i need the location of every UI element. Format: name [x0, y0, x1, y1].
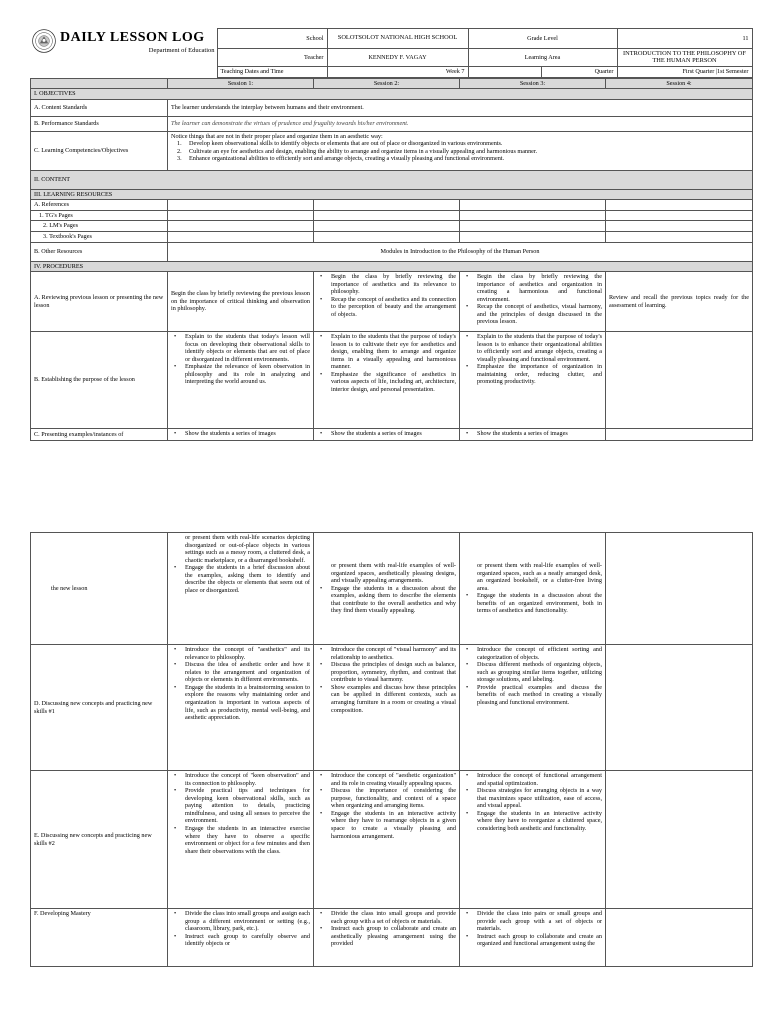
quarter-label: Quarter [541, 67, 617, 78]
list-item: • Introduce the concept of "keen observation" and its connection to philosophy. [171, 772, 310, 787]
procedure-b-session-2 [314, 332, 460, 429]
procedure-c-session-3-cont [460, 533, 606, 645]
list-item: • Discuss the principles of design such as balance, proportion, symmetry, rhythm, and contrast that contribute to visual harmony. [317, 661, 456, 684]
quarter-value: First Quarter |1st Semester [617, 67, 752, 78]
procedure-a-session-4: Review and recall the previous topics ready for the assessment of learning. [606, 272, 753, 332]
list-item: • Engage the students in a brainstorming session to explore the reasons why maintaining order and organization is important in various aspects of life, such as productivity, mental well-being, and aesthetic appreciation. [171, 684, 310, 722]
school-value: SOLOTSOLOT NATIONAL HIGH SCHOOL [327, 29, 468, 49]
lesson-log-page-1 [30, 28, 752, 441]
list-item: • Show examples and discuss how these principles can be applied in different contexts, such as arranging furniture in a room or creating a visual composition. [317, 684, 456, 714]
competency-item: 1. Develop keen observational skills to identify objects or elements that are out of place or disorganized in various environments. [177, 140, 503, 148]
list-item: • Engage the students in an interactive activity where they have to rearrange objects in a given space to create a visually pleasing and harmonious arrangement. [317, 810, 456, 840]
procedure-f-session-3 [460, 909, 606, 967]
grade-value: 11 [617, 29, 752, 49]
list-item: • Recap the concept of aesthetics, visual harmony, and the principles of design discussed in the previous lesson. [463, 303, 602, 326]
session-1-header: Session 1: [168, 78, 314, 89]
procedure-b-session-3 [460, 332, 606, 429]
tg-pages-label: 1. TG's Pages [31, 210, 168, 221]
list-item: • Introduce the concept of functional arrangement and spatial optimization. [463, 772, 602, 787]
list-item: • Provide practical examples and discuss the benefits of each method in creating a visually pleasing and functional environment. [463, 684, 602, 707]
list-item: • Introduce the concept of "aesthetics" and its relevance to philosophy. [171, 646, 310, 661]
list-item: • Provide practical tips and techniques for developing keen observational skills, such as paying attention to details, practicing mindfulness, and using all senses to perceive the environment. [171, 787, 310, 825]
list-item-cont: or present them with real-life examples of well-organized spaces, such as a neatly arranged desk, an organized bookshelf, or a clutter-free living area. [477, 562, 602, 592]
procedure-d-session-1 [168, 645, 314, 771]
procedure-c-session-1-cont [168, 533, 314, 645]
list-item: • Introduce the concept of "aesthetic organization" and its role in creating visually appealing spaces. [317, 772, 456, 787]
dates-label: Teaching Dates and Time [217, 67, 327, 78]
page-title: DAILY LESSON LOG [60, 29, 205, 45]
list-item: • Show the students a series of images [317, 430, 456, 438]
content-standards-value: The learner understands the interplay between humans and their environment. [168, 99, 753, 116]
procedure-e-label: E. Discussing new concepts and practicing new skills #2 [31, 771, 168, 909]
lesson-body-table [30, 78, 753, 442]
performance-standards-value: The learner can demonstrate the virtues of prudence and frugality towards his/her environment. [168, 116, 753, 131]
list-item: • Engage the students in an interactive exercise where they have to observe a specific environment or object for a few minutes and then share their observations with the class. [171, 825, 310, 855]
session-2-header: Session 2: [314, 78, 460, 89]
procedure-f-label: F. Developing Mastery [31, 909, 168, 967]
area-value: INTRODUCTION TO THE PHILOSOPHY OF THE HUMAN PERSON [617, 49, 752, 67]
area-label: Learning Area [468, 49, 617, 67]
list-item: • Discuss the importance of considering the purpose, functionality, and context of a space when organizing and arranging items. [317, 787, 456, 810]
list-item-cont: or present them with real-life scenarios depicting disorganized or out-of-place objects in various settings such as a messy room, a cluttered desk, a chaotic marketplace, or a disarranged bookshelf. [185, 534, 310, 564]
list-item: • Emphasize the importance of organization in maintaining order, reducing clutter, and promoting productivity. [463, 363, 602, 386]
procedure-e-session-3 [460, 771, 606, 909]
procedure-d-session-2 [314, 645, 460, 771]
procedure-c-label-cont: the new lesson [31, 533, 168, 645]
procedure-f-session-1 [168, 909, 314, 967]
session-3-header: Session 3: [460, 78, 606, 89]
list-item: • Emphasize the relevance of keen observation in philosophy and its role in analyzing and interpreting the world around us. [171, 363, 310, 386]
competencies-intro: Notice things that are not in their proper place and organize them in an aesthetic way: [171, 132, 383, 140]
list-item: • Introduce the concept of efficient sorting and categorization of objects. [463, 646, 602, 661]
list-item: • Begin the class by briefly reviewing the importance of aesthetics and its relevance to philosophy. [317, 273, 456, 296]
list-item: • Engage the students in a discussion about the benefits of an organized environment, both in terms of aesthetics and functionality. [463, 592, 602, 615]
procedure-a-session-3 [460, 272, 606, 332]
list-item: • Show the students a series of images [171, 430, 310, 438]
procedure-d-label: D. Discussing new concepts and practicing new skills #1 [31, 645, 168, 771]
content-standards-label: A. Content Standards [31, 99, 168, 116]
procedure-a-session-2 [314, 272, 460, 332]
procedure-c-label: C. Presenting examples/instances of [31, 429, 168, 441]
other-resources-label: B. Other Resources [31, 242, 168, 261]
list-item: • Discuss the idea of aesthetic order and how it relates to the arrangement and organization of objects or elements in different environments. [171, 661, 310, 684]
content-heading: II. CONTENT [31, 170, 753, 189]
list-item: • Discuss different methods of organizing objects, such as grouping similar items together, utilizing storage solutions, and labeling. [463, 661, 602, 684]
list-item-cont: or present them with real-life examples of well-organized spaces, aesthetically pleasing designs, and visually appealing arrangements. [331, 562, 456, 585]
teacher-label: Teacher [217, 49, 327, 67]
list-item: • Divide the class into small groups and provide each group with a set of objects or materials. [317, 910, 456, 925]
procedures-heading: IV. PROCEDURES [31, 261, 753, 272]
lesson-log-page-2 [30, 532, 752, 967]
list-item: • Explain to the students that the purpose of today's lesson is to enhance their organizational abilities to efficiently sort and arrange objects, creating a visually pleasing and functional environment. [463, 333, 602, 363]
procedure-c-session-2-cont [314, 533, 460, 645]
procedure-c-session-1 [168, 429, 314, 441]
competencies-label: C. Learning Competencies/Objectives [31, 131, 168, 170]
procedure-b-session-1 [168, 332, 314, 429]
list-item: • Show the students a series of images [463, 430, 602, 438]
procedure-e-session-2 [314, 771, 460, 909]
list-item: • Recap the concept of aesthetics and its connection to the perception of beauty and the arrangement of objects. [317, 296, 456, 319]
other-resources-value: Modules in Introduction to the Philosophy of the Human Person [168, 242, 753, 261]
deped-seal-icon [32, 29, 56, 53]
lesson-body-table-continued [30, 532, 753, 967]
list-item: • Instruct each group to carefully observe and identify objects or [171, 933, 310, 948]
list-item: • Begin the class by briefly reviewing the importance of aesthetics and organization in creating a harmonious and functional environment. [463, 273, 602, 303]
list-item: • Discuss strategies for arranging objects in a way that maximizes space utilization, ease of access, and visual appeal. [463, 787, 602, 810]
list-item: • Divide the class into small groups and assign each group a different environment or setting (e.g., classroom, library, park, etc.). [171, 910, 310, 933]
competency-item: 2. Cultivate an eye for aesthetics and design, enabling the ability to arrange and organize items in a visually appealing and harmonious manner. [177, 147, 538, 155]
teacher-value: KENNEDY F. VAGAY [327, 49, 468, 67]
resources-heading: III. LEARNING RESOURCES [31, 189, 753, 200]
procedure-c-session-3 [460, 429, 606, 441]
procedure-e-session-1 [168, 771, 314, 909]
session-4-header: Session 4: [606, 78, 753, 89]
header-brand [30, 29, 217, 67]
competencies-value [168, 131, 753, 170]
list-item: • Engage the students in an interactive activity where they have to reorganize a cluttered space, considering both aesthetic and functionality. [463, 810, 602, 833]
list-item: • Instruct each group to collaborate and create an aesthetically pleasing arrangement using the provided [317, 925, 456, 948]
list-item: • Instruct each group to collaborate and create an organized and functional arrangement using the [463, 933, 602, 948]
list-item: • Emphasize the significance of aesthetics in various aspects of life, including art, architecture, interior design, and personal presentation. [317, 371, 456, 394]
list-item: • Explain to the students that today's lesson will focus on developing their observational skills to identify objects or elements that are out of place or disorganized in different environments. [171, 333, 310, 363]
procedure-f-session-2 [314, 909, 460, 967]
procedure-b-label: B. Establishing the purpose of the lesson [31, 332, 168, 429]
procedure-c-session-2 [314, 429, 460, 441]
procedure-d-session-3 [460, 645, 606, 771]
list-item: • Engage the students in a discussion about the examples, asking them to describe the elements that contribute to the overall aesthetics and why they find them visually appealing. [317, 585, 456, 615]
list-item: • Engage the students in a brief discussion about the examples, asking them to identify and describe the objects or elements that seem out of place or disorganized. [171, 564, 310, 594]
list-item: • Divide the class into pairs or small groups and provide each group with a set of objects or materials. [463, 910, 602, 933]
header-table [30, 28, 753, 78]
performance-standards-label: B. Performance Standards [31, 116, 168, 131]
grade-label: Grade Level [468, 29, 617, 49]
objectives-heading: I. OBJECTIVES [31, 89, 753, 100]
school-label: School [217, 29, 327, 49]
lm-pages-label: 2. LM's Pages [31, 221, 168, 232]
dates-value: Week 7 [327, 67, 468, 78]
textbook-pages-label: 3. Textbook's Pages [31, 231, 168, 242]
procedure-a-label: A. Reviewing previous lesson or presenting the new lesson [31, 272, 168, 332]
list-item: • Explain to the students that the purpose of today's lesson is to cultivate their eye for aesthetics and design, enabling them to arrange and organize items in a visually appealing and harmonious manner. [317, 333, 456, 371]
competency-item: 3. Enhance organizational abilities to efficiently sort and arrange objects, creating a visually pleasing and functional environment. [177, 155, 505, 163]
procedure-a-session-1: Begin the class by briefly reviewing the previous lesson on the importance of critical thinking and observation in philosophy. [168, 272, 314, 332]
department-name: Department of Education [148, 46, 215, 54]
list-item: • Introduce the concept of "visual harmony" and its relationship to aesthetics. [317, 646, 456, 661]
references-label: A. References [31, 200, 168, 211]
